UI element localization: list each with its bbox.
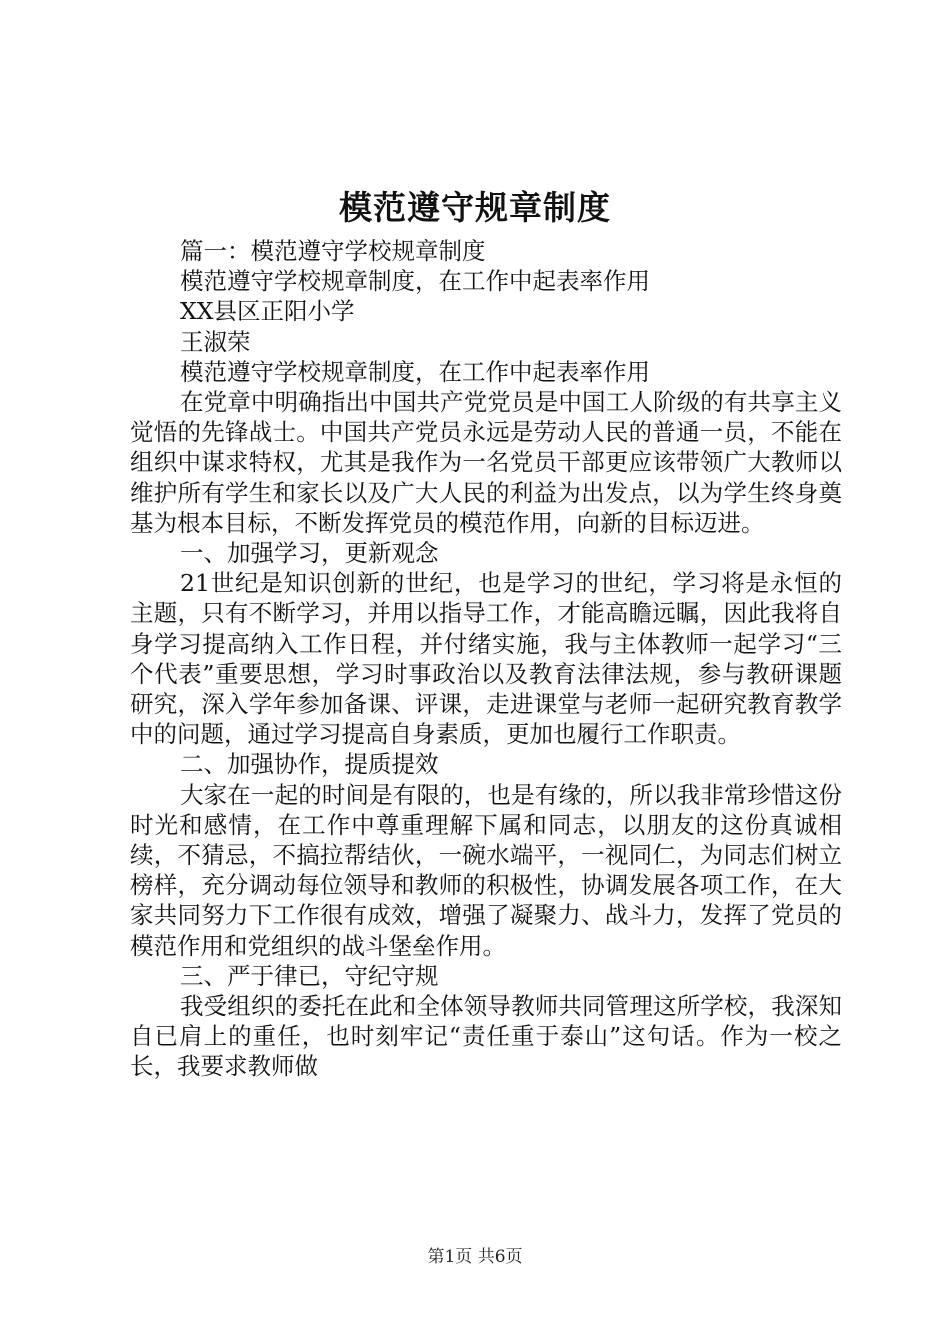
section-heading: 篇一：模范遵守学校规章制度 — [180, 237, 486, 265]
document-title: 模范遵守规章制度 — [339, 188, 611, 227]
paragraph: 我受组织的委托在此和全体领导教师共同管理这所学校，我深知自已肩上的重任，也时刻牢记“责任重于泰山”这句话。作为一校之长，我要求教师做 — [130, 992, 842, 1081]
author-name: 王淑荣 — [180, 327, 251, 356]
paragraph: 在党章中明确指出中国共产党党员是中国工人阶级的有共享主义觉悟的先锋战士。中国共产党员永远是劳动人民的普通一员，不能在组织中谋求特权，尤其是我作为一名党员干部更应该带领广大教师以维护所有学生和家长以及广大人民的利益为出发点，以为学生终身奠基为根本目标，不断发挥党员的模范作用，向新的目标迈进。 — [130, 388, 842, 537]
school-name: XX县区正阳小学 — [180, 297, 355, 326]
document-body — [130, 236, 842, 1082]
page-number: 第1页 共6页 — [427, 1247, 523, 1267]
section-heading: 三、严于律已，守纪守规 — [180, 961, 439, 990]
paragraph: 大家在一起的时间是有限的，也是有缘的，所以我非常珍惜这份时光和感情，在工作中尊重理解下属和同志，以朋友的这份真诚相续，不猜忌，不搞拉帮结伙，一碗水端平，一视同仁，为同志们树立榜样，充分调动每位领导和教师的积极性，协调发展各项工作，在大家共同努力下工作很有成效，增强了凝聚力、战斗力，发挥了党员的模范作用和党组织的战斗堡垒作用。 — [130, 780, 842, 960]
article-title: 模范遵守学校规章制度，在工作中起表率作用 — [180, 357, 650, 386]
subtitle: 模范遵守学校规章制度，在工作中起表率作用 — [180, 267, 650, 296]
section-heading: 一、加强学习，更新观念 — [180, 539, 439, 568]
paragraph: 21世纪是知识创新的世纪，也是学习的世纪，学习将是永恒的主题，只有不断学习，并用以指导工作，才能高瞻远瞩，因此我将自身学习提高纳入工作日程，并付绪实施，我与主体教师一起学习“三个代表”重要思想，学习时事政治以及教育法律法规，参与教研课题研究，深入学年参加备课、评课，走进课堂与老师一起研究教育教学中的问题，通过学习提高自身素质，更加也履行工作职责。 — [130, 569, 842, 749]
section-heading: 二、加强协作，提质提效 — [180, 750, 439, 779]
